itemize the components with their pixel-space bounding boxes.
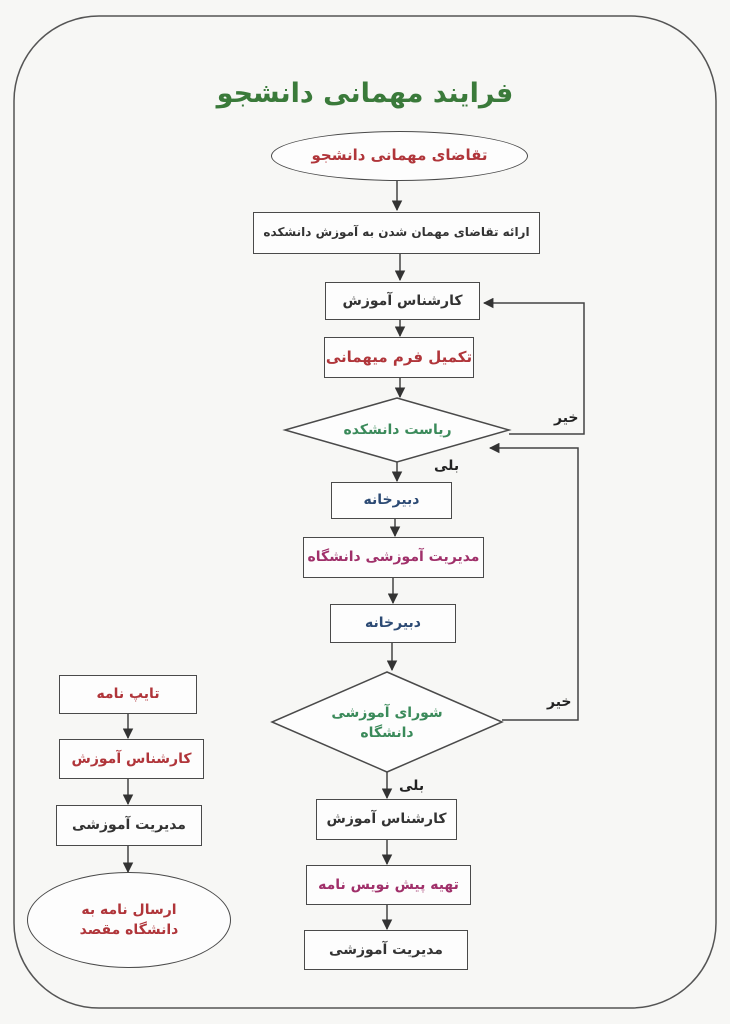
no-label-2: خیر (547, 694, 572, 710)
edu-mgmt-box (304, 930, 468, 970)
complete-form-box (324, 337, 474, 378)
expert-1-label: کارشناس آموزش (342, 292, 463, 309)
submit-request-box (253, 212, 540, 254)
start-label: تقاضای مهمانی دانشجو (311, 146, 488, 165)
yes-label-1: بلی (434, 458, 460, 474)
start-ellipse (271, 131, 528, 181)
arrow-no-loop-council (490, 448, 578, 720)
faculty-head-label: ریاست دانشکده (343, 421, 452, 438)
draft-letter-label: تهیه پیش نویس نامه (318, 876, 459, 893)
complete-form-label: تکمیل فرم میهمانی (325, 347, 473, 366)
secretariat-box-1 (331, 482, 452, 519)
edu-council-label: شورای آموزشی دانشگاه (331, 704, 443, 741)
send-letter-label: ارسال نامه به دانشگاه مقصد (79, 901, 179, 938)
side-expert-label: کارشناس آموزش (71, 750, 192, 767)
type-letter-label: تایپ نامه (96, 686, 160, 703)
submit-request-label: ارائه تقاضای مهمان شدن به آموزش دانشکده (263, 225, 530, 240)
side-edu-mgmt-box (56, 805, 202, 846)
university-edu-mgmt-label: مدیریت آموزشی دانشگاه (307, 549, 480, 566)
secretariat-2-label: دبیرخانه (365, 615, 421, 632)
secretariat-1-label: دبیرخانه (363, 492, 420, 509)
diagram-title: فرایند مهمانی دانشجو (216, 78, 514, 109)
expert-box-1 (325, 282, 480, 320)
expert-2-label: کارشناس آموزش (326, 811, 447, 828)
no-label-1: خیر (554, 410, 579, 426)
type-letter-box (59, 675, 197, 714)
side-edu-mgmt-label: مدیریت آموزشی (72, 817, 186, 834)
university-edu-mgmt-box (303, 537, 484, 578)
send-letter-ellipse (27, 872, 231, 968)
yes-label-2: بلی (399, 778, 425, 794)
edu-mgmt-label: مدیریت آموزشی (329, 941, 443, 958)
secretariat-box-2 (330, 604, 456, 643)
side-expert-box (59, 739, 204, 779)
expert-box-2 (316, 799, 457, 840)
draft-letter-box (306, 865, 471, 905)
